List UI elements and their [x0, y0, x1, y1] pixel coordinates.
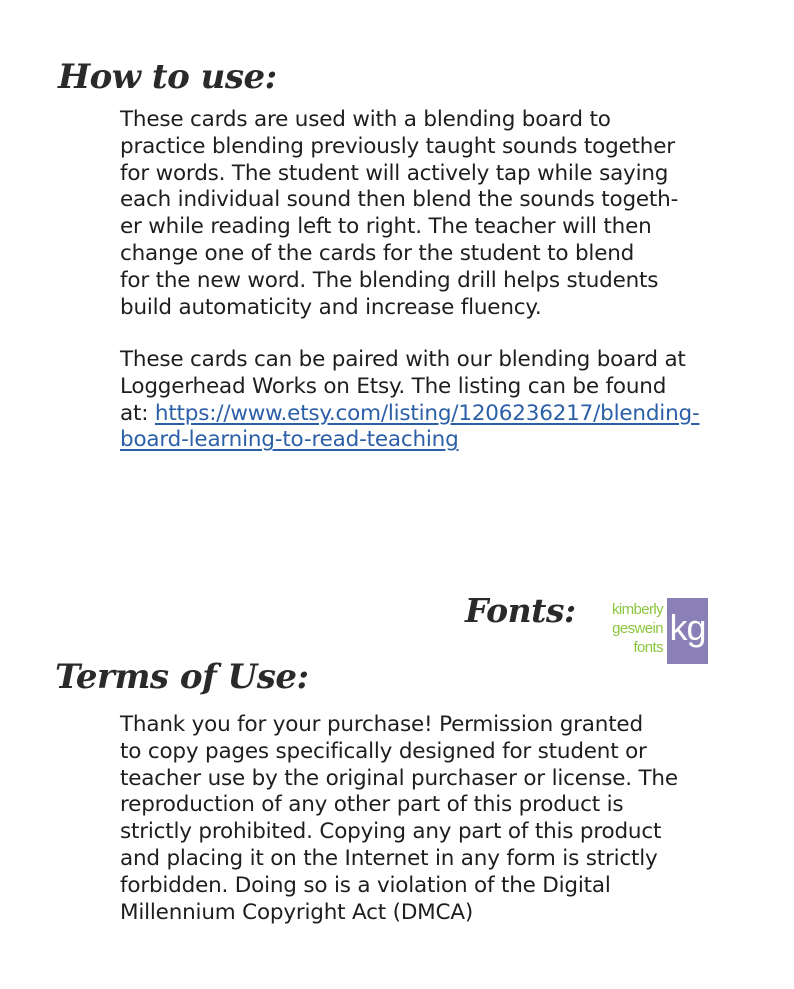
- link-line: [120, 401, 700, 428]
- etsy-listing-paragraph: [120, 347, 700, 454]
- fonts-heading: Fonts:: [465, 591, 576, 630]
- link-prefix: at:: [120, 400, 155, 426]
- text-line: build automaticity and increase fluency.: [120, 294, 542, 320]
- text-line: for the new word. The blending drill helps students: [120, 267, 659, 293]
- kimberly-geswein-fonts-logo: [610, 598, 710, 666]
- logo-word: fonts: [633, 639, 663, 656]
- text-line: forbidden. Doing so is a violation of the Digital: [120, 872, 611, 898]
- text-line: to copy pages specifically designed for student or: [120, 738, 647, 764]
- text-line: each individual sound then blend the sounds togeth-: [120, 187, 679, 213]
- terms-of-use-heading: Terms of Use:: [55, 657, 309, 697]
- text-line: practice blending previously taught sounds together: [120, 133, 675, 159]
- text-line: These cards are used with a blending board to: [120, 107, 611, 132]
- text-line: strictly prohibited. Copying any part of this product: [120, 819, 662, 845]
- text-line: er while reading left to right. The teacher will then: [120, 214, 652, 240]
- logo-wordmark: [610, 600, 663, 657]
- text-line: Thank you for your purchase! Permission granted: [120, 712, 643, 737]
- logo-monogram: kg: [667, 598, 708, 664]
- logo-word: kimberly: [611, 601, 663, 618]
- terms-of-use-paragraph: [120, 712, 678, 926]
- etsy-listing-link[interactable]: https://www.etsy.com/listing/1206236217/blending-: [154, 400, 700, 426]
- etsy-listing-link-continued[interactable]: board-learning-to-read-teaching: [120, 427, 459, 453]
- text-line: Millennium Copyright Act (DMCA): [120, 899, 474, 925]
- text-line: reproduction of any other part of this product is: [120, 792, 624, 818]
- how-to-use-paragraph: [120, 107, 678, 321]
- text-line: Loggerhead Works on Etsy. The listing can be found: [120, 373, 667, 399]
- link-line: [120, 427, 700, 454]
- text-line: These cards can be paired with our blending board at: [120, 347, 686, 372]
- logo-word: geswein: [612, 620, 663, 637]
- text-line: and placing it on the Internet in any form is strictly: [120, 845, 658, 871]
- text-line: teacher use by the original purchaser or license. The: [120, 765, 678, 791]
- text-line: for words. The student will actively tap while saying: [120, 160, 669, 186]
- how-to-use-heading: How to use:: [58, 57, 277, 97]
- text-line: change one of the cards for the student to blend: [120, 240, 635, 266]
